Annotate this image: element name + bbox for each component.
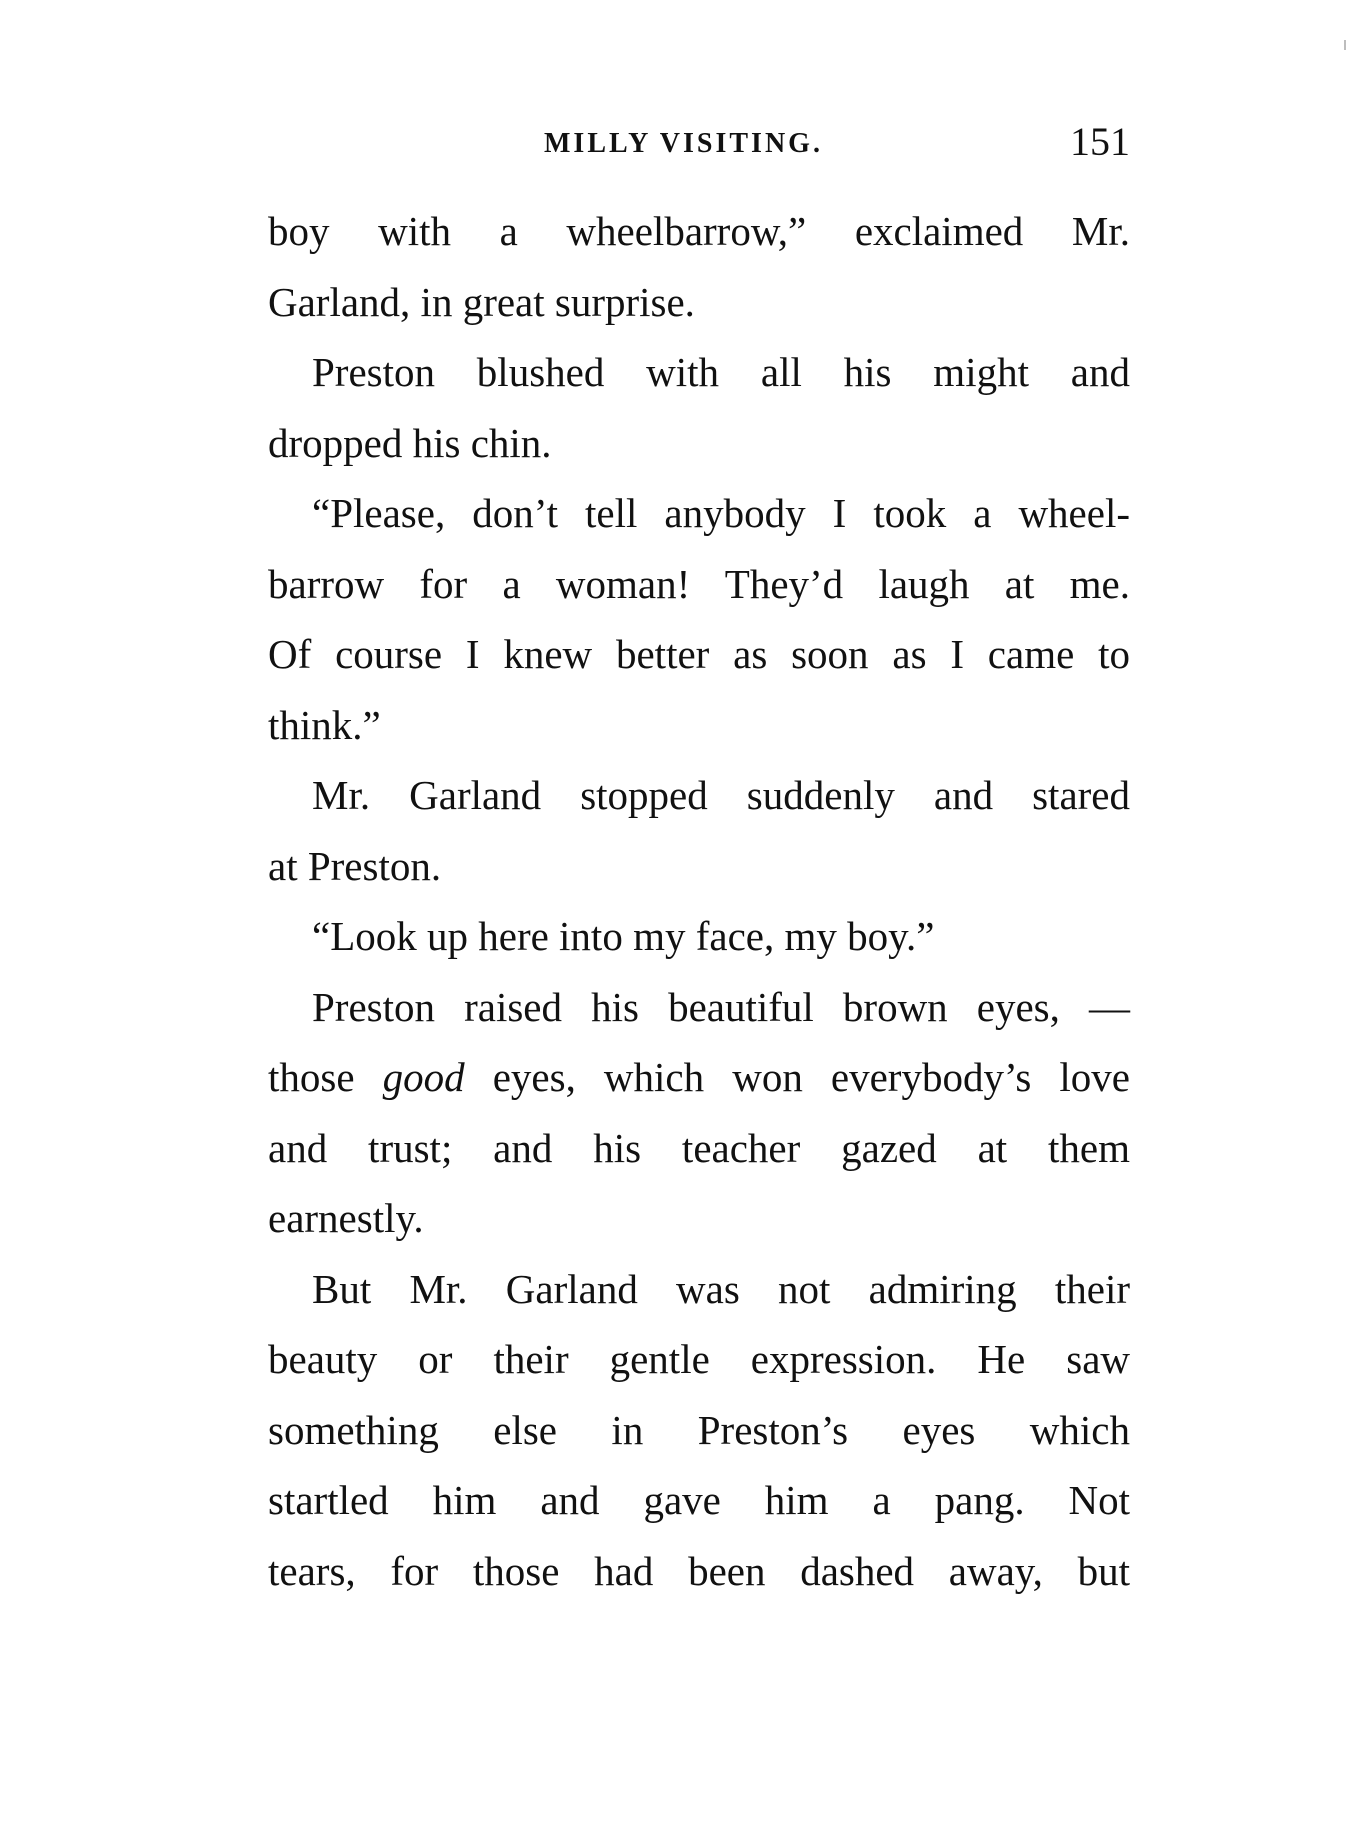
- scan-mark: [1344, 40, 1346, 50]
- text-line: barrow for a woman! They’d laugh at me.: [268, 560, 1130, 607]
- text-line: “Please, don’t tell anybody I took a wheel-: [312, 490, 1130, 536]
- text-line: Garland, in great surprise.: [268, 278, 695, 325]
- text-line: boy with a wheelbarrow,” exclaimed Mr.: [268, 208, 1130, 254]
- text-line: something else in Preston’s eyes which: [268, 1406, 1130, 1453]
- text-line: tears, for those had been dashed away, but: [268, 1547, 1130, 1594]
- text-line: startled him and gave him a pang. Not: [268, 1477, 1130, 1523]
- text-line: Preston raised his beautiful brown eyes, —: [312, 983, 1130, 1030]
- italic-word: good: [382, 1054, 465, 1100]
- text-fragment: eyes, which won everybody’s love: [492, 1054, 1130, 1100]
- text-line: Mr. Garland stopped suddenly and stared: [312, 772, 1130, 818]
- body-text: [268, 196, 1130, 1606]
- text-line: “Look up here into my face, my boy.”: [312, 913, 935, 959]
- text-line: dropped his chin.: [268, 419, 552, 466]
- page-number: 151: [1070, 119, 1130, 164]
- text-line: Of course I knew better as soon as I came to: [268, 631, 1130, 677]
- page-header: [268, 118, 1130, 168]
- text-fragment: those: [268, 1054, 355, 1100]
- text-line: and trust; and his teacher gazed at them: [268, 1124, 1130, 1171]
- text-line: Preston blushed with all his might and: [312, 349, 1130, 395]
- text-line: beauty or their gentle expression. He saw: [268, 1336, 1130, 1382]
- text-line: But Mr. Garland was not admiring their: [312, 1265, 1130, 1312]
- text-line: earnestly.: [268, 1195, 424, 1241]
- text-line: at Preston.: [268, 842, 442, 889]
- text-line: [268, 1042, 1130, 1113]
- running-head: MILLY VISITING.: [544, 128, 823, 159]
- text-line: think.”: [268, 701, 381, 748]
